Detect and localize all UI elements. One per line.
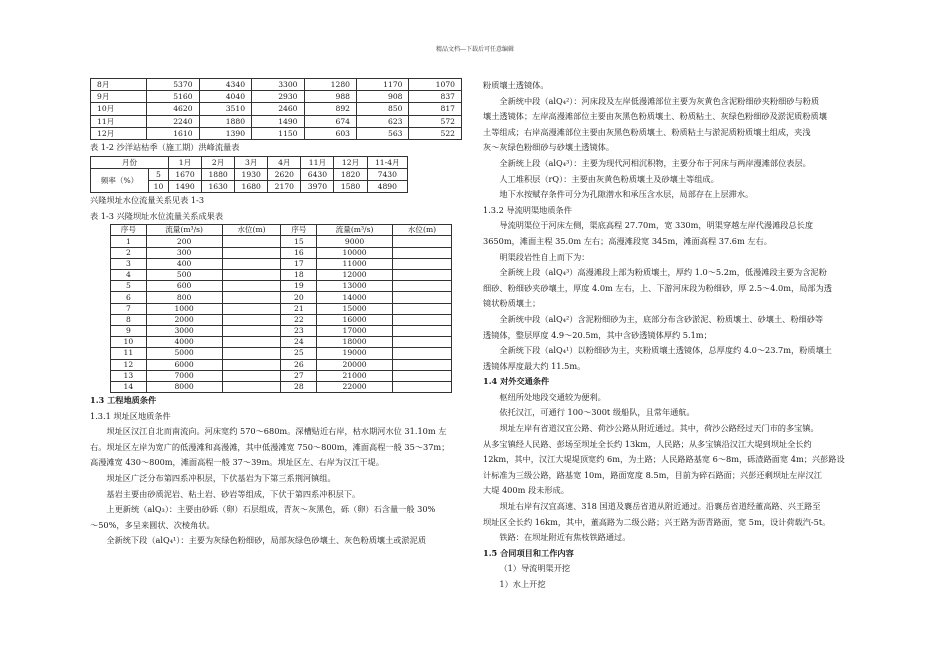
- table-cell: 频率（%）: [91, 168, 149, 192]
- table-cell: 800: [146, 292, 222, 303]
- text-line: 基岩主要由砂质泥岩、粘土岩、砂岩等组成，下伏于第四系冲积层下。: [106, 488, 361, 499]
- table-cell: 2460: [252, 103, 304, 115]
- table-cell: 500: [146, 270, 222, 281]
- table-cell: 18: [281, 270, 317, 281]
- table-cell: 3: [111, 258, 147, 269]
- table-cell: 4000: [146, 337, 222, 348]
- table-cell: 6: [111, 292, 147, 303]
- table-cell: 1580: [334, 180, 367, 192]
- table-cell: [222, 370, 281, 381]
- table-cell: [222, 292, 281, 303]
- table-cell: 5370: [147, 79, 199, 91]
- table-cell: 4890: [367, 180, 407, 192]
- table-cell: 19000: [317, 348, 393, 359]
- table-cell: 1680: [235, 180, 268, 192]
- text-line: 1.3.1 坝址区地质条件: [90, 410, 171, 421]
- table-cell: 1670: [168, 168, 201, 180]
- text-line: 1.3.2 导流明渠地质条件: [483, 204, 572, 215]
- text-line: 全新统中段（alQ₄²）含泥粉细砂为主，底部分布含砂淤泥、粉质壤土、砂壤土、粉细砂等: [499, 313, 824, 324]
- table-cell: 水位(m): [392, 225, 451, 236]
- flood-peak-table: [90, 156, 408, 194]
- text-line: 全新统上段（alQ₄³）：主要为现代河相沉积物，主要分布于河床与两岸漫滩部位表层。: [499, 157, 811, 168]
- left-body-text: [90, 393, 474, 549]
- text-line: 灰～灰绿色粉细砂与砂壤土透镜体。: [483, 142, 615, 153]
- table-cell: 19: [281, 281, 317, 292]
- table-row: [111, 303, 452, 314]
- table-cell: 1880: [202, 168, 235, 180]
- table-cell: 15: [281, 236, 317, 247]
- section-heading: 1.4 对外交通条件: [483, 376, 550, 387]
- table-cell: 12月: [334, 156, 367, 168]
- table-cell: [222, 314, 281, 325]
- table-row: [111, 270, 452, 281]
- table-cell: 12月: [91, 127, 147, 139]
- table-cell: [392, 370, 451, 381]
- table-cell: [222, 247, 281, 258]
- table-cell: 23: [281, 325, 317, 336]
- table-row: [111, 337, 452, 348]
- table-cell: 11: [111, 348, 147, 359]
- left-column: [90, 78, 474, 549]
- table-row: [111, 247, 452, 258]
- text-line: 坝址左岸有省道汉宜公路、荷沙公路从附近通过。其中，荷沙公路经过天门市的多宝镇。: [499, 423, 819, 434]
- table-cell: 21: [281, 303, 317, 314]
- table-cell: [392, 337, 451, 348]
- table-cell: 3000: [146, 325, 222, 336]
- table-row: [111, 281, 452, 292]
- table-cell: 1820: [334, 168, 367, 180]
- text-line: 从多宝镇经人民路、彭场至坝址全长约 13km，人民路；从多宝镇沿汉江大堤到坝址全长约: [483, 438, 812, 449]
- table-cell: [392, 292, 451, 303]
- table-cell: 1170: [357, 79, 409, 91]
- table-row: [111, 348, 452, 359]
- table-cell: 4040: [199, 91, 251, 103]
- text-line: 全新统上段（alQ₄³）高漫滩段上部为粉质壤土，厚约 1.0～5.2m，低漫滩段主要为含泥粉: [499, 267, 827, 278]
- text-line: 坝址区汉江自北而南流向。河床宽约 570～680m。深槽贴近右岸，枯水期河水位 31.10m 左: [106, 426, 447, 437]
- text-line: ～50%，多呈来圆状、次棱角状。: [90, 519, 215, 530]
- table-row: [91, 115, 462, 127]
- table-row: [91, 103, 462, 115]
- page-header: 精品文档---下载后可任意编辑: [435, 46, 515, 53]
- table-cell: 1390: [199, 127, 251, 139]
- table-cell: 27: [281, 370, 317, 381]
- table-cell: 流量(m³/s): [146, 225, 222, 236]
- text-line: 全新统下段（alQ₄¹）以粉细砂为主，夹粉质壤土透镜体，总厚度约 4.0～23.7m，粉质壤土: [499, 345, 832, 356]
- table-cell: 10: [111, 337, 147, 348]
- table-cell: 月份: [91, 156, 169, 168]
- table-cell: 563: [357, 127, 409, 139]
- section-heading: 1.5 合同项目和工作内容: [483, 547, 574, 558]
- table-cell: 603: [304, 127, 356, 139]
- table-cell: [392, 325, 451, 336]
- table-cell: 21000: [317, 370, 393, 381]
- table-cell: 16000: [317, 314, 393, 325]
- table-cell: 400: [146, 258, 222, 269]
- table-cell: 1880: [199, 115, 251, 127]
- table-cell: 2240: [147, 115, 199, 127]
- table-cell: 1490: [252, 115, 304, 127]
- table-cell: 5160: [147, 91, 199, 103]
- table-cell: [392, 281, 451, 292]
- text-line: 细砂、粉细砂夹砂壤土，厚度 4.0m 左右，上、下游河床段为粉细砂，厚 2.5～4.0m，局部为透: [483, 282, 832, 293]
- table-cell: [392, 314, 451, 325]
- table-cell: 850: [357, 103, 409, 115]
- section-heading: 1.3 工程地质条件: [90, 395, 157, 406]
- table-row: [111, 325, 452, 336]
- table-cell: 14: [111, 381, 147, 392]
- table-row: [111, 258, 452, 269]
- text-line: 右。坝址区左岸为宽广的低漫滩和高漫滩，其中低漫滩宽 750～800m，滩面高程一般 35～37m；: [90, 441, 450, 452]
- table-cell: [222, 281, 281, 292]
- text-line: 上更新统（alQ₃）：主要由砂砾（卵）石层组成，青灰～灰黑色，砾（卵）石含量一般 30%: [106, 504, 436, 515]
- table-cell: 5000: [146, 348, 222, 359]
- text-line: 全新统下段（alQ₄¹）：主要为灰绿色粉细砂，局部灰绿色砂壤土、灰色粉质壤土或淤泥质: [106, 535, 427, 546]
- table-cell: 1: [111, 236, 147, 247]
- right-column: [483, 78, 867, 593]
- table-cell: 14000: [317, 292, 393, 303]
- table-cell: 10月: [91, 103, 147, 115]
- table-cell: [392, 270, 451, 281]
- table-cell: 15000: [317, 303, 393, 314]
- table-cell: 20: [281, 292, 317, 303]
- table-cell: 623: [357, 115, 409, 127]
- table-cell: 2: [111, 247, 147, 258]
- text-line: 3650m，滩面主程 35.0m 左右；高漫滩段宽 345m，滩面高程 37.6m 左右。: [483, 235, 772, 246]
- text-line: 人工堆积层（rQ）：主要由灰黄色粉质壤土及砂壤土等组成。: [499, 173, 719, 184]
- table-cell: 8月: [91, 79, 147, 91]
- text-line: 导流明渠位于河床左侧，渠底高程 27.70m，宽 330m，明渠穿越左岸代漫滩段总长度: [499, 220, 814, 231]
- table-row: [111, 292, 452, 303]
- table-cell: 12000: [317, 270, 393, 281]
- table-cell: 25: [281, 348, 317, 359]
- table-cell: 674: [304, 115, 356, 127]
- table-cell: 5: [148, 168, 168, 180]
- table-caption-1-3: 表 1-3 兴隆坝址水位流量关系成果表: [90, 210, 224, 221]
- table-cell: [392, 236, 451, 247]
- text-line: 镜状粉质壤土；: [483, 298, 541, 309]
- table-cell: 600: [146, 281, 222, 292]
- table-cell: 13000: [317, 281, 393, 292]
- table-cell: 序号: [281, 225, 317, 236]
- table-cell: 17: [281, 258, 317, 269]
- table-cell: 5: [111, 281, 147, 292]
- table-cell: 10000: [317, 247, 393, 258]
- table-row: [111, 381, 452, 392]
- text-line: 依托汉江，可通行 100～300t 级船队，且常年通航。: [499, 407, 695, 418]
- table-caption-1-2: 表 1-2 沙洋站枯季（施工期）洪峰流量表: [90, 141, 240, 152]
- text-line: 坝址右岸有汉宜高速、318 国道及襄岳省道从附近通过。沿襄岳省道经董高路、兴王路至: [499, 501, 821, 512]
- table-cell: [222, 337, 281, 348]
- text-line: 铁路：在坝址附近有焦枝铁路通过。: [499, 532, 631, 543]
- table-row: [91, 156, 408, 168]
- table-cell: 200: [146, 236, 222, 247]
- table-cell: 4620: [147, 103, 199, 115]
- table-cell: 22: [281, 314, 317, 325]
- table-row: [91, 79, 462, 91]
- table-cell: 3300: [252, 79, 304, 91]
- text-line: 明渠段岩性自上而下为：: [499, 251, 590, 262]
- table-row: [111, 236, 452, 247]
- table-cell: 12: [111, 359, 147, 370]
- text-line: 1）水上开挖: [499, 579, 546, 589]
- table-row: [91, 127, 462, 139]
- table-cell: 572: [409, 115, 462, 127]
- table-cell: [392, 348, 451, 359]
- table-cell: 11-4月: [367, 156, 407, 168]
- table-row: [111, 370, 452, 381]
- stage-discharge-table: [110, 224, 452, 393]
- table-cell: 1月: [168, 156, 201, 168]
- text-line: 枢纽所处地段交通较为便利。: [499, 391, 606, 402]
- table-cell: 3月: [235, 156, 268, 168]
- table-cell: 13: [111, 370, 147, 381]
- table-cell: [392, 247, 451, 258]
- table-cell: 26: [281, 359, 317, 370]
- text-line: 坝址区广泛分布第四系冲积层，下伏基岩为下第三系荆河镇组。: [106, 473, 336, 484]
- table-row: [111, 359, 452, 370]
- table-cell: 8000: [146, 381, 222, 392]
- table-cell: 4: [111, 270, 147, 281]
- table-cell: 24: [281, 337, 317, 348]
- table-cell: 9: [111, 325, 147, 336]
- table-cell: [222, 303, 281, 314]
- table-cell: 6000: [146, 359, 222, 370]
- table-cell: 7: [111, 303, 147, 314]
- table-cell: 1610: [147, 127, 199, 139]
- table-cell: [392, 381, 451, 392]
- table-cell: 3970: [301, 180, 334, 192]
- table-cell: 22000: [317, 381, 393, 392]
- table-cell: [222, 325, 281, 336]
- table-cell: 17000: [317, 325, 393, 336]
- table-cell: 4340: [199, 79, 251, 91]
- table-cell: 水位(m): [222, 225, 281, 236]
- table-cell: 8: [111, 314, 147, 325]
- table-cell: 1280: [304, 79, 356, 91]
- table-cell: 817: [409, 103, 462, 115]
- table-cell: 7000: [146, 370, 222, 381]
- table-row: [111, 314, 452, 325]
- text-line: 透镜体，整层厚度 4.9～20.5m，其中含砂透镜体厚约 5.1m；: [483, 329, 712, 340]
- table-row: [91, 91, 462, 103]
- text-line: 高漫滩宽 430～800m，滩面高程一般 37～39m。坝址区左、右岸为汉江干堤。: [90, 457, 384, 468]
- table-cell: 16: [281, 247, 317, 258]
- table-cell: [222, 270, 281, 281]
- table-cell: [392, 258, 451, 269]
- table-cell: 流量(m³/s): [317, 225, 393, 236]
- right-body-text: [483, 78, 867, 593]
- table-cell: [222, 381, 281, 392]
- table-cell: 2930: [252, 91, 304, 103]
- table-row: [111, 225, 452, 236]
- table-cell: [392, 303, 451, 314]
- text-line: 地下水按赋存条件可分为孔隙潜水和承压含水层，局部存在上层滞水。: [499, 189, 754, 200]
- table-row: [91, 168, 408, 180]
- table-cell: 1000: [146, 303, 222, 314]
- table-cell: 11月: [301, 156, 334, 168]
- text-line: 土等组成；右岸高漫滩部位主要由灰黑色粉质壤土、粉质粘土与淤泥质粉质壤土组成，夹浅: [483, 126, 811, 137]
- table-cell: 837: [409, 91, 462, 103]
- table-cell: 2000: [146, 314, 222, 325]
- text-line: 坝址区全长约 16km，其中，董高路为二级公路；兴王路为沥青路面，宽 5m，设计荷载汽-5t。: [483, 516, 831, 527]
- table-cell: 6430: [301, 168, 334, 180]
- table-cell: 11月: [91, 115, 147, 127]
- table-cell: 2月: [202, 156, 235, 168]
- table-cell: 2170: [268, 180, 301, 192]
- table-cell: 1490: [168, 180, 201, 192]
- table-cell: [392, 359, 451, 370]
- table-cell: 988: [304, 91, 356, 103]
- relation-note: 兴隆坝址水位流量关系见表 1-3: [90, 195, 205, 206]
- text-line: （1）导流明渠开挖: [499, 563, 571, 574]
- table-cell: 2620: [268, 168, 301, 180]
- table-cell: [222, 348, 281, 359]
- table-cell: 300: [146, 247, 222, 258]
- table-cell: 522: [409, 127, 462, 139]
- table-cell: 908: [357, 91, 409, 103]
- text-line: 壤土透镜体；左岸高漫滩部位主要由灰黑色粉质壤土、粉质粘土、灰绿色粉细砂及淤泥质粉质壤: [483, 111, 827, 122]
- table-cell: 892: [304, 103, 356, 115]
- table-cell: 1630: [202, 180, 235, 192]
- table-cell: [222, 236, 281, 247]
- table-cell: 9000: [317, 236, 393, 247]
- table-cell: [222, 359, 281, 370]
- table-cell: 1930: [235, 168, 268, 180]
- table-cell: 20000: [317, 359, 393, 370]
- text-line: 大堤 400m 段未形成。: [483, 485, 569, 496]
- table-cell: 1150: [252, 127, 304, 139]
- table-cell: [222, 258, 281, 269]
- table-cell: 10: [148, 180, 168, 192]
- text-line: 12km，其中，汉江大堤堤顶宽约 6m，为土路；人民路路基宽 6～8m，砾渣路面宽 4m；兴彭路设: [483, 454, 845, 465]
- table-cell: 9月: [91, 91, 147, 103]
- table-cell: 3510: [199, 103, 251, 115]
- text-line: 计标准为三级公路，路基宽 10m，路面宽度 8.5m，目前为碎石路面；兴彭还剩坝址左岸汉江: [483, 469, 822, 480]
- table-cell: 4月: [268, 156, 301, 168]
- text-line: 透镜体厚度最大约 11.5m。: [483, 360, 586, 371]
- table-cell: 1070: [409, 79, 462, 91]
- table-cell: 7430: [367, 168, 407, 180]
- monthly-flow-table: [90, 78, 462, 140]
- text-line: 粉质壤土透镜体。: [483, 80, 549, 90]
- table-cell: 序号: [111, 225, 147, 236]
- table-cell: 28: [281, 381, 317, 392]
- text-line: 全新统中段（alQ₄²）：河床段及左岸低漫滩部位主要为灰黄色含泥粉细砂夹粉细砂与粉质: [499, 95, 820, 106]
- table-cell: 11000: [317, 258, 393, 269]
- table-cell: 18000: [317, 337, 393, 348]
